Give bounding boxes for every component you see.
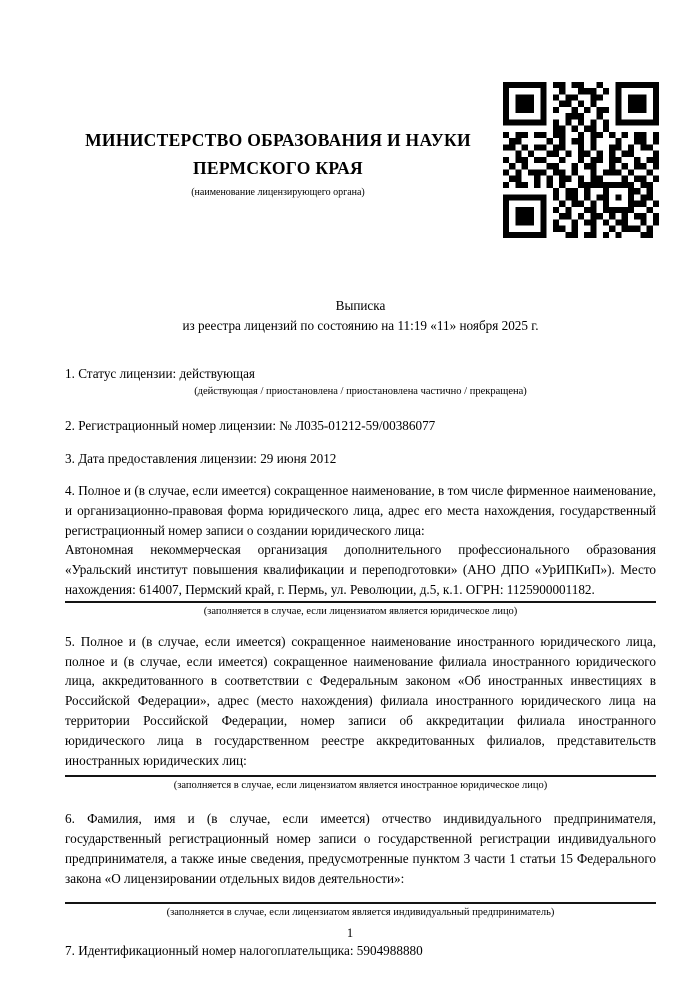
- licensing-authority-block: [68, 126, 488, 199]
- item-grant-date: 3. Дата предоставления лицензии: 29 июня 2012: [65, 451, 337, 467]
- item-foreign-entity-label: 5. Полное и (в случае, если имеется) сокращенное наименование иностранного юридического лица, полное и (в случае, если имеется) сокращенное наименование филиала иностранного юридического лица, аккредитованного в соответствии с Федеральным законом «Об иностранных инвестициях в Российской Федерации», адрес (место нахождения) филиала иностранного юридического лица на территории Российской Федерации, номер записи об аккредитации филиала иностранного юридического лица в государственном реестре аккредитованных филиалов, представительств иностранных юридических лиц:: [65, 633, 656, 768]
- item-license-status: 1. Статус лицензии: действующая: [65, 365, 256, 381]
- item-legal-entity-caption: (заполняется в случае, если лицензиатом является юридическое лицо): [203, 605, 518, 617]
- document-title: [65, 296, 656, 336]
- item-taxpayer-id: 7. Идентификационный номер налогоплательщика: 5904988880: [65, 942, 423, 958]
- fill-line: [65, 775, 656, 777]
- ministry-name-line1: МИНИСТЕРСТВО ОБРАЗОВАНИЯ И НАУКИ: [85, 130, 471, 150]
- item-license-status-caption: (действующая / приостановлена / приостановлена частично / прекращена): [194, 386, 527, 398]
- document-body: [65, 296, 656, 960]
- fill-line: [65, 902, 656, 904]
- item-entrepreneur-label: 6. Фамилия, имя и (в случае, если имеется) отчество индивидуального предпринимателя, государственный регистрационный номер записи о государственной регистрации индивидуального предпринимателя, а также иные сведения, предусмотренные пунктом 3 части 1 статьи 15 Федерального закона «О лицензировании отдельных видов деятельности»:: [65, 811, 656, 886]
- item-registration-number: 2. Регистрационный номер лицензии: № Л035-01212-59/00386077: [65, 418, 436, 434]
- item-entrepreneur-caption: (заполняется в случае, если лицензиатом является индивидуальный предприниматель): [166, 906, 555, 918]
- item-foreign-entity-caption: (заполняется в случае, если лицензиатом является иностранное юридическое лицо): [173, 780, 548, 792]
- item-legal-entity-label: 4. Полное и (в случае, если имеется) сокращенное наименование, в том числе фирменное наименование, и организационно-правовая форма юридического лица, адрес его места нахождения, государственный регистрационный номер записи о создании юридического лица:: [65, 482, 656, 538]
- item-legal-entity-value: Автономная некоммерческая организация дополнительного профессионального образования «Уральский институт повышения квалификации и переподготовки» (АНО ДПО «УрИПКиП»). Место нахождения: 614007, Пермский край, г. Пермь, ул. Революции, д.5, к.1. ОГРН: 1125900001182.: [65, 542, 656, 597]
- ministry-caption: (наименование лицензирующего органа): [191, 187, 365, 198]
- page-number: 1: [346, 926, 354, 940]
- document-title-line2: из реестра лицензий по состоянию на 11:19 «11» ноября 2025 г.: [182, 317, 539, 333]
- fill-line: [65, 601, 656, 603]
- document-title-line1: Выписка: [335, 298, 386, 313]
- qr-code-icon: [503, 82, 659, 238]
- ministry-name-line2: ПЕРМСКОГО КРАЯ: [193, 158, 363, 178]
